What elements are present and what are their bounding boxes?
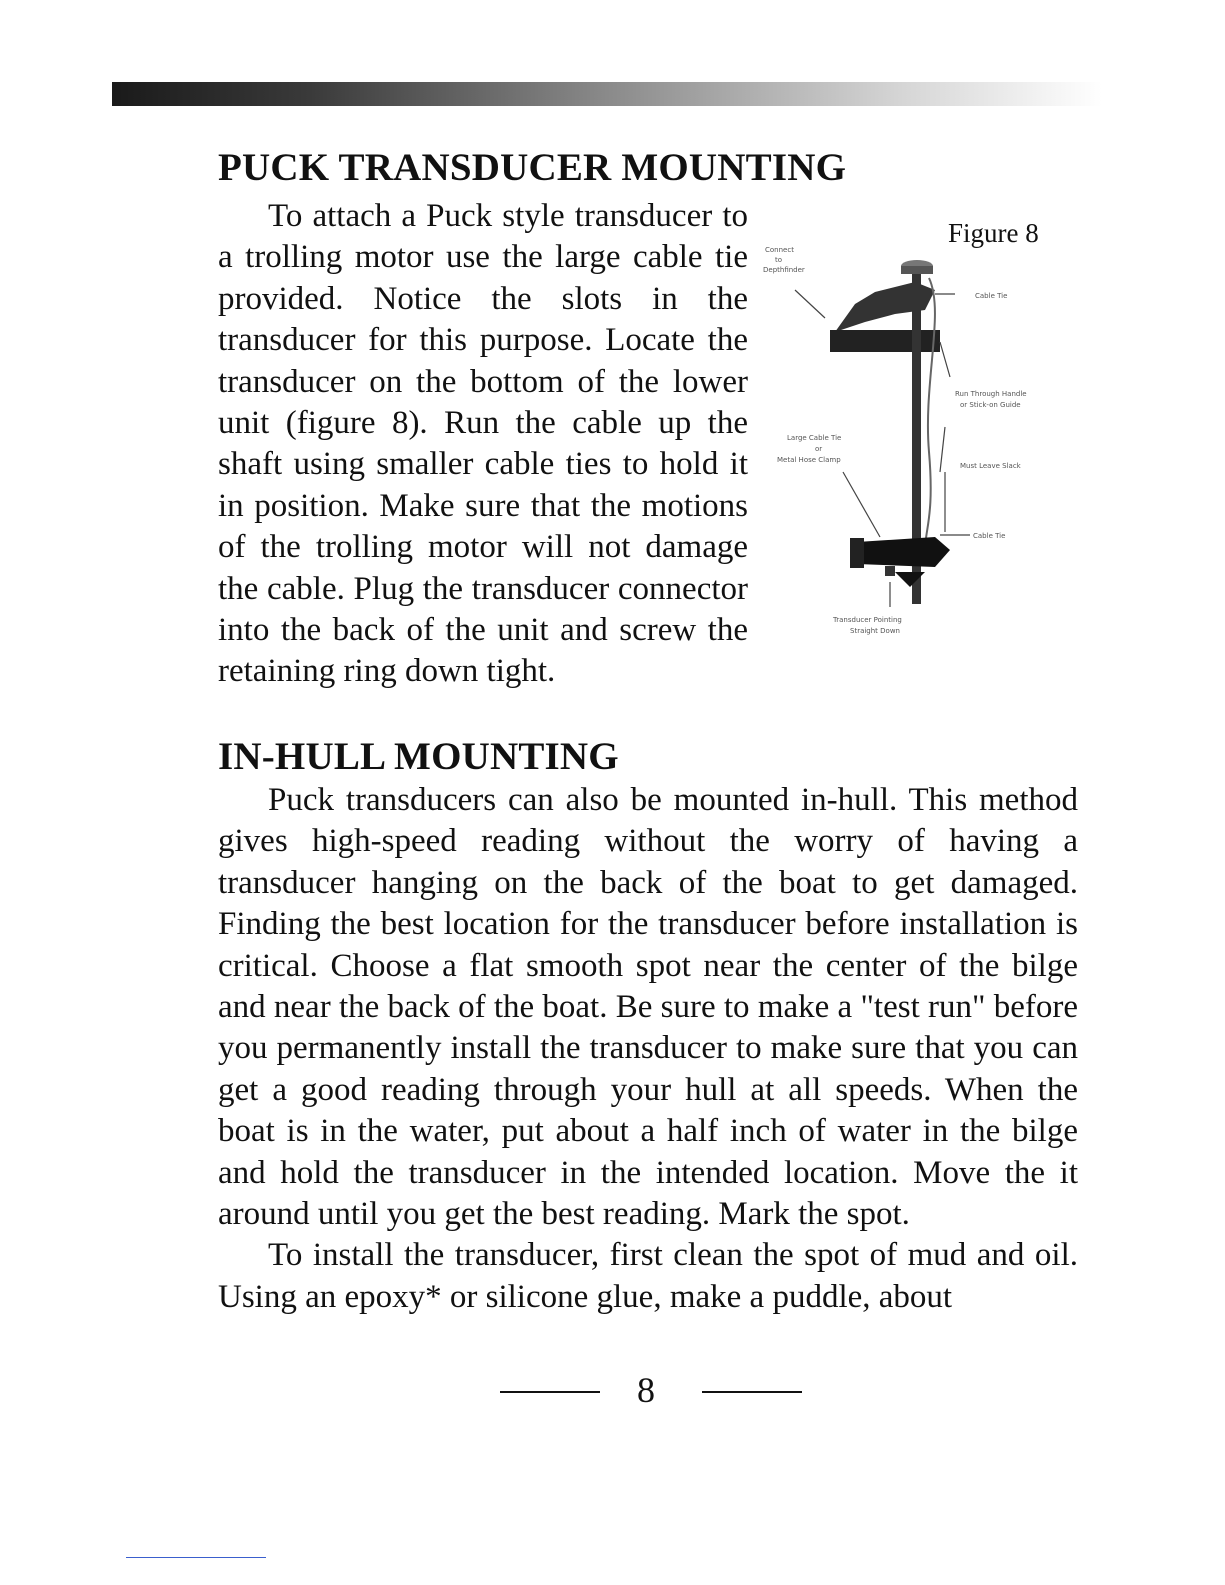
section-heading-in-hull: IN-HULL MOUNTING: [218, 735, 619, 778]
figure-caption: Figure 8: [948, 218, 1039, 248]
motor-top: [901, 266, 933, 274]
label-connect-3: Depthfinder: [763, 266, 805, 274]
in-hull-paragraph-block: [218, 780, 1078, 1318]
label-transducer-pointing-1: Transducer Pointing: [833, 616, 902, 624]
bottom-underline: [126, 1557, 266, 1558]
label-cable-tie-bottom: Cable Tie: [973, 532, 1006, 540]
label-large-tie-1: Large Cable Tie: [787, 434, 842, 442]
puck-paragraph: To attach a Puck style transducer to a trolling motor use the large cable tie provided. Notice the slots in the transducer for this purpose. Locate the transducer on the bottom of the lower unit (figure 8). Run the cable up the shaft using smaller cable ties to hold it in position. Make sure that the motions of the trolling motor will not damage the cable. Plug the transducer connector into the back of the unit and screw the retaining ring down tight.: [218, 198, 748, 690]
lower-unit: [857, 537, 950, 567]
page-number: 8: [637, 1370, 655, 1410]
in-hull-paragraph-1: Puck transducers can also be mounted in-hull. This method gives high-speed reading without the worry of having a transducer hanging on the back of the boat to get damaged. Finding the best location for the transducer before installation is critical. Choose a flat smooth spot near the center of the bilge and near the back of the boat. Be sure to make a "test run" before you permanently install the transducer to make sure that you can get a good reading through your hull at all speeds. When the boat is in the water, put about a half inch of water in the bilge and hold the transducer in the intended location. Move the it around until you get the best reading. Mark the spot.: [218, 782, 1078, 1233]
label-connect-1: Connect: [765, 246, 794, 254]
label-run-through-1: Run Through Handle: [955, 390, 1027, 398]
puck-transducer: [885, 566, 895, 576]
label-connect-2: to: [775, 256, 783, 264]
label-cable-tie-top: Cable Tie: [975, 292, 1008, 300]
header-gradient-bar: [112, 82, 1102, 106]
transducer-cable: [926, 278, 935, 552]
label-large-tie-2: or: [815, 445, 823, 453]
label-run-through-2: or Stick-on Guide: [960, 401, 1021, 409]
motor-mount: [830, 330, 940, 352]
in-hull-paragraph-2: To install the transducer, first clean the spot of mud and oil. Using an epoxy* or silicone glue, make a puddle, about: [218, 1237, 1078, 1315]
section-heading-puck: PUCK TRANSDUCER MOUNTING: [218, 146, 847, 189]
trolling-motor-diagram: [745, 232, 1075, 652]
label-must-leave-slack: Must Leave Slack: [960, 462, 1021, 470]
label-large-tie-3: Metal Hose Clamp: [777, 456, 841, 464]
footer-rule-left: [500, 1391, 600, 1393]
propeller: [850, 538, 864, 568]
footer-rule-right: [702, 1391, 802, 1393]
label-transducer-pointing-2: Straight Down: [850, 627, 900, 635]
